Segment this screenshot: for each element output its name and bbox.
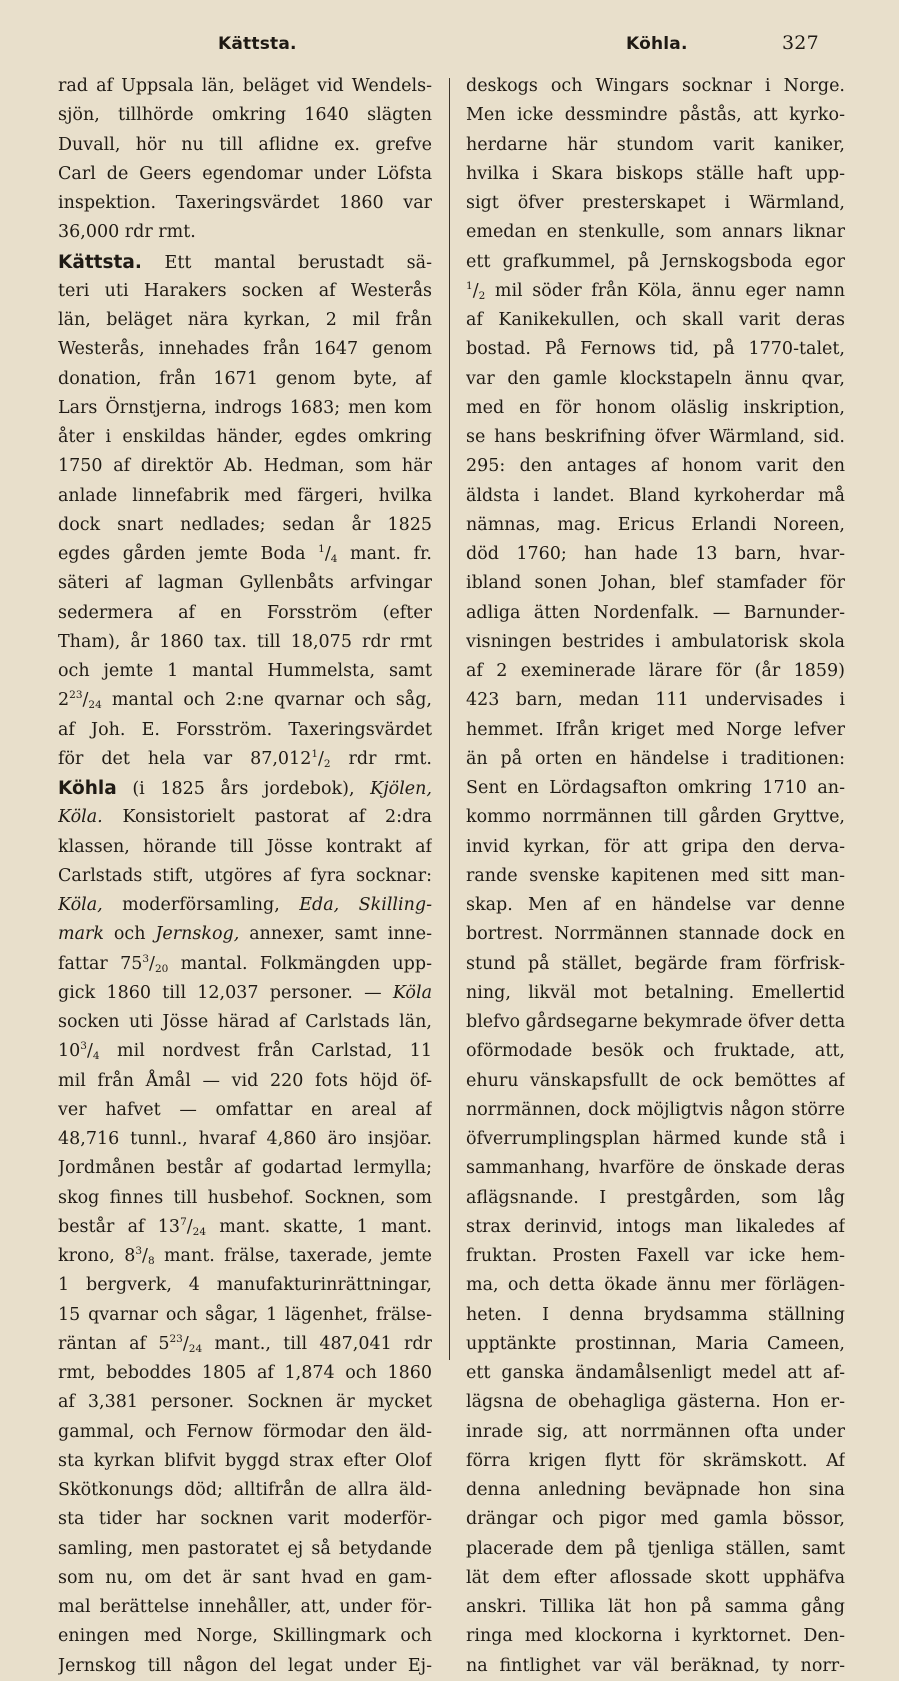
text-line: kommo norrmännen till gården Gryttve, [466, 807, 845, 828]
text-line: 1 bergverk, 4 manufakturinrättningar, [58, 1275, 432, 1296]
text-line: rmt, beboddes 1805 af 1,874 och 1860 [58, 1363, 432, 1383]
text-line: Köhla (i 1825 års jordebok), Kjölen, [58, 778, 432, 799]
text-line: sigt öfver presterskapet i Wärmland, [466, 193, 845, 213]
text-line: mark och Jernskog, annexer, samt inne- [58, 924, 432, 945]
text-line: ma, och detta ökade ännu mer förlägen- [466, 1275, 845, 1296]
left-column [58, 72, 432, 1681]
text-line: ver hafvet — omfattar en areal af [58, 1099, 432, 1120]
text-line: Köla, moderförsamling, Eda, Skilling- [58, 895, 432, 915]
text-line: 15 qvarnar och sågar, 1 lägenhet, frälse- [58, 1304, 432, 1325]
text-line: fruktan. Prosten Faxell var icke hem- [466, 1246, 845, 1266]
text-line: sedermera af en Forsström (efter [58, 602, 432, 623]
text-line: som nu, om det är sant hvad en gam- [58, 1567, 432, 1588]
text-line: sjön, tillhörde omkring 1640 slägten [58, 105, 432, 126]
text-line: emedan en stenkulle, som annars liknar [466, 222, 845, 243]
text-line: sta tider har socknen varit moderför- [58, 1509, 432, 1530]
text-line: består af $13^7/_{24}$ mant. skatte, 1 mant. [58, 1215, 432, 1238]
text-line: lät dem efter aflossade skott upphäfva [466, 1567, 845, 1588]
text-line: Duvall, hör nu till aflidne ex. grefve [58, 134, 432, 155]
text-line: stund på stället, begärde fram förfrisk- [466, 953, 845, 974]
text-line: ning, likväl mot betalning. Emellertid [466, 982, 845, 1003]
text-line: deskogs och Wingars socknar i Norge. [466, 76, 845, 96]
text-line: herdarne här stundom varit kaniker, [466, 134, 845, 155]
text-line: för det hela var $87,012^1/_2$ rdr rmt. [58, 747, 432, 770]
text-line: inspektion. Taxeringsvärdet 1860 var [58, 193, 432, 213]
text-line: na fintlighet var väl beräknad, ty norr- [466, 1655, 845, 1676]
text-line: af 3,381 personer. Socknen är mycket [58, 1392, 432, 1413]
text-line: Tham), år 1860 tax. till 18,075 rdr rmt [58, 631, 432, 652]
text-line: norrmännen, dock möjligtvis någon större [466, 1099, 845, 1120]
text-line: af Joh. E. Forsström. Taxeringsvärdet [58, 719, 432, 740]
text-line: mal berättelse innehåller, att, under för- [58, 1597, 432, 1617]
text-line: inrade sig, att norrmännen ofta under [466, 1421, 845, 1442]
text-line: invid kyrkan, för att gripa den derva- [466, 836, 845, 857]
text-line: anlade linnefabrik med färgeri, hvilka [58, 485, 432, 506]
text-line: krono, $8^3/_8$ mant. frälse, taxerade, jemte [58, 1245, 432, 1267]
text-line: sta kyrkan blifvit byggd strax efter Olof [58, 1450, 432, 1471]
text-line: Men icke dessmindre påstås, att kyrko- [466, 105, 845, 126]
text-line: Jordmånen består af godartad lermylla; [58, 1158, 432, 1179]
text-line: öfverrumplingsplan härmed kunde stå i [466, 1129, 845, 1149]
text-line: oförmodade besök och fruktade, att, [466, 1041, 845, 1062]
text-line: aflägsnande. I prestgården, som låg [466, 1187, 845, 1208]
text-line: upptänkte prostinnan, Maria Cameen, [466, 1333, 845, 1354]
text-line: mil från Åmål — vid 220 fots höjd öf- [58, 1070, 432, 1091]
running-head-left: Kättsta. [218, 34, 297, 54]
text-line: af Kanikekullen, och skall varit deras [466, 310, 845, 330]
text-line: lägsna de obehagliga gästerna. Hon er- [466, 1392, 845, 1413]
text-line: 295: den antages af honom varit den [466, 456, 845, 477]
right-column [466, 72, 845, 1681]
text-line: samling, men pastoratet ej så betydande [58, 1538, 432, 1559]
text-line: Köla. Konsistorielt pastorat af 2:dra [58, 807, 432, 828]
text-line: se hans beskrifning öfver Wärmland, sid. [466, 427, 845, 447]
text-line: denna anledning beväpnade hon sina [466, 1480, 845, 1500]
text-line: fattar $75^3/_{20}$ mantal. Folkmängden upp- [58, 952, 432, 975]
text-line: $^1/_2$ mil söder från Köla, ännu eger namn [466, 279, 845, 302]
text-line: gick 1860 till 12,037 personer. — Köla [58, 982, 432, 1003]
text-line: nämnas, mag. Ericus Erlandi Noreen, [466, 514, 845, 535]
text-line: ehuru vänskapsfullt de ock bemöttes af [466, 1070, 845, 1091]
text-line: gammal, och Fernow förmodar den äld- [58, 1421, 432, 1442]
page-number: 327 [782, 32, 819, 54]
text-line: dock snart nedlades; sedan år 1825 [58, 514, 432, 535]
text-line: Skötkonungs död; alltifrån de allra äld- [58, 1480, 432, 1500]
text-line: rad af Uppsala län, beläget vid Wendels- [58, 76, 432, 96]
text-line: var den gamle klockstapeln ännu qvar, [466, 368, 845, 389]
text-line: död 1760; han hade 13 barn, hvar- [466, 544, 845, 564]
text-line: Jernskog till någon del legat under Ej- [58, 1655, 432, 1676]
text-line: anskri. Tillika lät hon på samma gång [466, 1597, 845, 1617]
text-line: bostad. På Fernows tid, på 1770-talet, [466, 339, 845, 360]
column-divider [449, 78, 450, 1360]
text-line: eningen med Norge, Skillingmark och [58, 1626, 432, 1647]
text-line: sammanhang, hvarföre de önskade deras [466, 1158, 845, 1179]
text-line: heten. I denna brydsamma ställning [466, 1304, 845, 1325]
text-line: drängar och pigor med gamla bössor, [466, 1509, 845, 1530]
text-line: strax derinvid, intogs man likaledes af [466, 1216, 845, 1237]
text-line: hemmet. Ifrån kriget med Norge lefver [466, 719, 845, 740]
text-line: skog finnes till husbehof. Socknen, som [58, 1187, 432, 1208]
text-line: af 2 exeminerade lärare för (år 1859) [466, 661, 845, 681]
text-line: blefvo gårdsegarne bekymrade öfver detta [466, 1012, 845, 1032]
text-line: Carl de Geers egendomar under Löfsta [58, 163, 432, 184]
text-line: 1750 af direktör Ab. Hedman, som här [58, 456, 432, 477]
text-line: ett grafkummel, på Jernskogsboda egor [466, 251, 845, 272]
text-line: äldsta i landet. Bland kyrkoherdar må [466, 485, 845, 506]
text-line: län, beläget nära kyrkan, 2 mil från [58, 310, 432, 330]
text-line: 423 barn, medan 111 undervisades i [466, 690, 845, 711]
text-line: Westerås, innehades från 1647 genom [58, 339, 432, 360]
text-line: socken uti Jösse härad af Carlstads län, [58, 1012, 432, 1032]
text-line: och jemte 1 mantal Hummelsta, samt [58, 661, 432, 681]
text-line: räntan af $5^{23}/_{24}$ mant., till 487,041 rdr [58, 1332, 432, 1355]
text-line: ibland sonen Johan, blef stamfader för [466, 573, 845, 594]
text-line: rande svenske kapitenen med sitt man- [466, 865, 845, 886]
text-line: än på orten en händelse i traditionen: [466, 748, 845, 769]
text-line: Carlstads stift, utgöres af fyra socknar: [58, 865, 432, 886]
text-line: Sent en Lördagsafton omkring 1710 an- [466, 778, 845, 798]
text-line: åter i enskildas händer, egdes omkring [58, 427, 432, 447]
text-line: skap. Men af en händelse var denne [466, 895, 845, 915]
text-line: donation, från 1671 genom byte, af [58, 368, 432, 389]
text-line: Kättsta. Ett mantal berustadt sä- [58, 251, 432, 273]
text-line: Lars Örnstjerna, indrogs 1683; men kom [58, 397, 432, 418]
text-line: 48,716 tunnl., hvaraf 4,860 äro insjöar. [58, 1129, 432, 1149]
text-line: $2^{23}/_{24}$ mantal och 2:ne qvarnar och såg, [58, 689, 432, 712]
text-line: bortrest. Norrmännen stannade dock en [466, 924, 845, 945]
running-head-right: Köhla. [626, 34, 688, 54]
text-line: placerade dem på tjenliga ställen, samt [466, 1538, 845, 1559]
text-line: teri uti Harakers socken af Westerås [58, 280, 432, 301]
text-line: med en för honom oläslig inskription, [466, 397, 845, 418]
text-line: adliga ätten Nordenfalk. — Barnunder- [466, 602, 845, 623]
text-line: säteri af lagman Gyllenbåts arfvingar [58, 573, 432, 594]
text-line: förra krigen flytt för skrämskott. Af [466, 1450, 845, 1471]
text-line: hvilka i Skara biskops ställe haft upp- [466, 163, 845, 184]
text-line: ett ganska ändamålsenligt medel att af- [466, 1363, 845, 1383]
text-line: 36,000 rdr rmt. [58, 222, 196, 243]
text-line: egdes gården jemte Boda $^1/_4$ mant. fr. [58, 543, 432, 565]
text-line: ringa med klockorna i kyrktornet. Den- [466, 1626, 845, 1647]
text-line: $10^3/_4$ mil nordvest från Carlstad, 11 [58, 1040, 432, 1063]
text-line: visningen bestrides i ambulatorisk skola [466, 631, 845, 652]
text-line: klassen, hörande till Jösse kontrakt af [58, 836, 432, 857]
